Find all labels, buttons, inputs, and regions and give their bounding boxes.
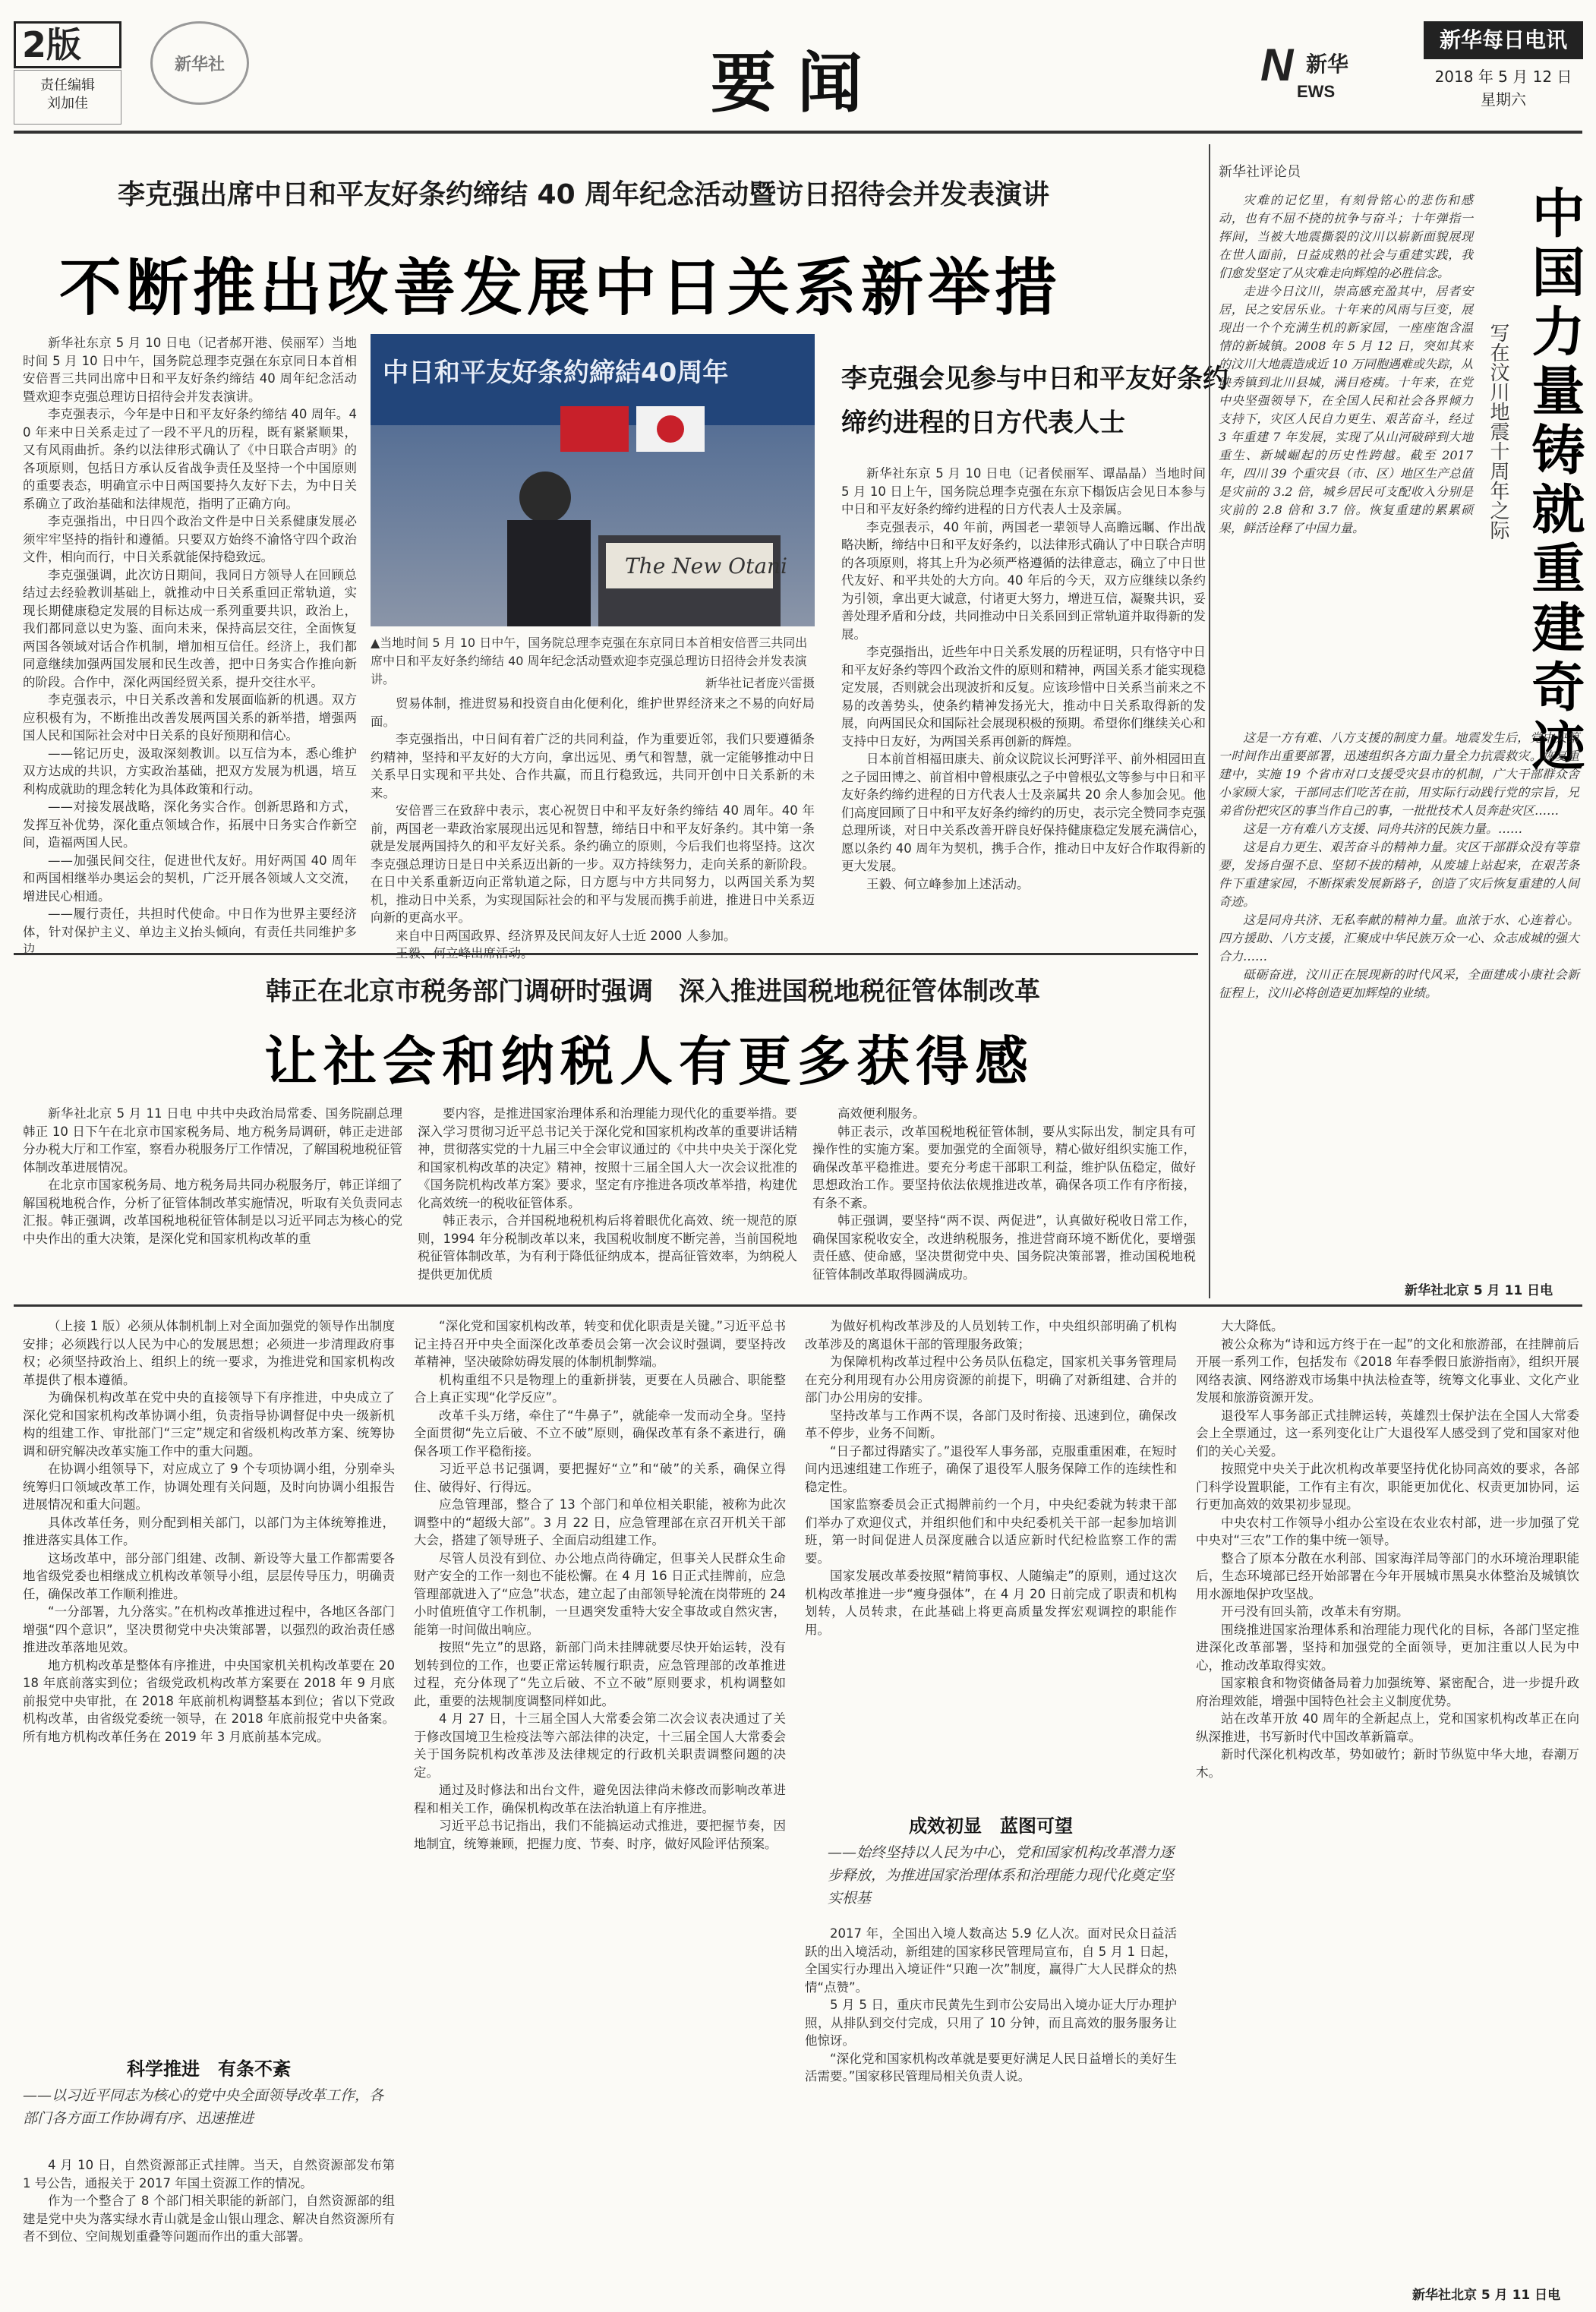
commentary-paragraph: 这是一方有难、八方支援的制度力量。地震发生后，党中央第一时间作出重要部署，迅速组织各方面力量全力抗震救灾。恢复重建中，实施 19 个省市对口支援受灾县市的机制，广大干部群众舍小家顾大家，干部同志们吃苦在前，用实际行动践行党的宗旨，兄弟省份把灾区的事当作自己的事，一批批技术人员奔赴灾区……	[1219, 730, 1579, 818]
lead-column-1	[23, 334, 357, 957]
continuation-paragraph: 这场改革中，部分部门组建、改制、新设等大量工作都需要各地省级党委也相继成立机构改革领导小组，层层传导压力，明确责任，确保改革工作顺利推进。	[23, 1550, 395, 1601]
commentary-paragraph: 这是自力更生、艰苦奋斗的精神力量。灾区干部群众没有等靠要，发扬自强不息、坚韧不拔的精神，从废墟上站起来，在艰苦条件下重建家园，不断探索发展新路子，创造了灾后恢复重建的人间奇迹。	[1219, 840, 1579, 909]
continuation-paragraph: 习近平总书记指出，我们不能搞运动式推进，要把握节奏，因地制宜，统筹兼顾，把握力度、节奏、时序，做好风险评估预案。	[414, 1818, 786, 1851]
lead-paragraph: 李克强表示，中日关系改善和发展面临新的机遇。双方应积极有为，不断推出改善发展两国关系的新举措，增强两国人民和国际社会对中日关系的良好预期和信心。	[23, 692, 357, 743]
commentary-subtitle: 写在汶川地震十周年之际	[1487, 323, 1509, 540]
continuation-column-3	[805, 1317, 1177, 1792]
side-paragraph: 李克强表示，40 年前，两国老一辈领导人高瞻远瞩、作出战略决断，缔结中日和平友好条约，以法律形式确认了中日联合声明的各项原则，将其上升为必须严格遵循的法律意志，确立了中日世代友好、和平共处的大方向。40 年后的今天，双方应继续以条约为引领，拿出更大诚意，付诸更大努力，增进互信，凝聚共识，妥善处理矛盾和分歧，共同推动中日关系回到正常轨道并取得新的发展。	[841, 519, 1206, 642]
continuation-paragraph: 通过及时修法和出台文件，避免因法律尚未修改而影响改革进程和相关工作，确保机构改革在法治轨道上有序推进。	[414, 1783, 786, 1815]
photo-caption: ▲当地时间 5 月 10 日中午，国务院总理李克强在东京同日本首相安倍晋三共同出席中日和平友好条约缔结 40 周年纪念活动暨欢迎李克强总理访日招待会并发表演讲。	[371, 636, 808, 686]
continuation-paragraph: 地方机构改革是整体有序推进，中央国家机关机构改革要在 2018 年底前落实到位；省级党政机构改革方案要在 2018 年 9 月底前报党中央审批，在 2018 年底前机构调整基本到位；省以下党政机构改革，由省级党委统一领导，在 2018 年底前报党中央备案。所有地方机构改革任务在 2019 年 3 月底前基本完成。	[23, 1658, 395, 1744]
photo-credit: 新华社记者庞兴雷摄	[705, 676, 815, 690]
xinhua-logo-text: 新华社	[174, 55, 225, 74]
continuation-paragraph: 被公众称为“诗和远方终于在一起”的文化和旅游部，在挂牌前后开展一系列工作，包括发布《2018 年春季假日旅游指南》，组织开展网络表演、网络游戏市场集中执法检查等，统筹文化事业、文化产业发展和旅游资源开发。	[1196, 1336, 1579, 1405]
page-number-box	[14, 21, 121, 68]
second-paragraph: 韩正表示，改革国税地税征管体制，要从实际出发，制定具有可操作性的实施方案。要加强党的全面领导，精心做好组织实施工作，确保改革平稳推进。要充分考虑干部职工利益，维护队伍稳定，做好思想政治工作。要坚持依法依规推进改革，确保各项工作有序衔接，有条不紊。	[812, 1124, 1196, 1210]
commentary-divider	[1209, 144, 1210, 1298]
masthead-rule	[14, 131, 1582, 134]
paper-date	[1424, 65, 1583, 111]
commentary-title: 中国力量铸就重建奇迹	[1523, 185, 1586, 778]
lead-paragraph: 王毅、何立峰出席活动。	[396, 946, 534, 960]
second-story-column-2	[418, 1105, 797, 1298]
continuation-paragraph: 4 月 10 日，自然资源部正式挂牌。当天，自然资源部发布第 1 号公告，通报关于 2017 年国土资源工作的情况。	[23, 2158, 395, 2191]
second-paragraph: 要内容，是推进国家治理体系和治理能力现代化的重要举措。要深入学习贯彻习近平总书记关于深化党和国家机构改革的重要讲话精神，贯彻落实党的十九届三中全会审议通过的《中共中央关于深化党和国家机构改革的决定》精神，按照十三届全国人大一次会议批准的《国务院机构改革方案》要求，坚定有序推进各项改革举措，构建优化高效统一的税收征管体系。	[418, 1106, 797, 1210]
continuation-paragraph: 应急管理部，整合了 13 个部门和单位相关职能，被称为此次调整中的“超级大部”。3 月 22 日，应急管理部在京召开机关干部大会，搭建了领导班子、全面启动组建工作。	[414, 1497, 786, 1547]
continuation-paragraph: 改革千头万绪，牵住了“牛鼻子”，就能牵一发而动全身。坚持全面贯彻“先立后破、不立不破”原则，确保改革有条不紊进行，确保各项工作平稳衔接。	[414, 1408, 786, 1459]
second-story-subtitle: 韩正在北京市税务部门调研时强调 深入推进国税地税征管体制改革	[266, 976, 1040, 1007]
lead-paragraph: ——履行责任，共担时代使命。中日作为世界主要经济体，针对保护主义、单边主义抬头倾向，有责任共同维护多边	[23, 907, 357, 957]
continuation-subline-1: ——以习近平同志为核心的党中央全面领导改革工作，各部门各方面工作协调有序、迅速推进	[23, 2087, 384, 2127]
continuation-paragraph: 国家粮食和物资储备局着力加强统筹、紧密配合，进一步提升政府治理效能，增强中国特色社会主义制度优势。	[1196, 1676, 1579, 1708]
lead-paragraph: 来自中日两国政界、经济界及民间友好人士近 2000 人参加。	[396, 928, 736, 943]
commentary-paragraph: 砥砺奋进，汶川正在展现新的时代风采，全面建成小康社会新征程上，汶川必将创造更加辉煌的业绩。	[1219, 967, 1579, 1000]
issue-weekday: 星期六	[1481, 90, 1526, 109]
continuation-paragraph: “日子都过得踏实了。”退役军人事务部，克服重重困难，在短时间内迅速组建工作班子，确保了退役军人服务保障工作的连续性和稳定性。	[805, 1443, 1177, 1494]
commentary-body-bottom	[1219, 729, 1579, 1276]
second-paragraph: 新华社北京 5 月 11 日电 中共中央政治局常委、国务院副总理韩正 10 日下午在北京市国家税务局、地方税务局调研，韩正走进部分办税大厅和工作室，察看办税服务厅工作情况，了解国税地税征管体制改革进展情况。	[23, 1106, 402, 1175]
lead-column-2	[371, 695, 815, 960]
continuation-paragraph: 坚持改革与工作两不误，各部门及时衔接、迅速到位，确保改革不停步，业务不间断。	[805, 1408, 1177, 1440]
lead-paragraph: 李克强强调，此次访日期间，我同日方领导人在回顾总结过去经验教训基础上，就推动中日关系重回正常轨道，实现长期健康稳定发展的目标达成一系列重要共识，政治上，我们都同意以史为鉴、面向未来，保持高层交往，全面恢复两国各领域对话合作机制，增加相互信任。经济上，我们都同意继续加强两国发展和民生改善，把中日务实合作推向新的阶段。合作中，深化两国经贸关系，提升交往水平。	[23, 567, 357, 689]
lead-paragraph: 李克强指出，中日四个政治文件是中日关系健康发展必须牢牢坚持的指针和遵循。只要双方始终不渝恪守四个政治文件，相向而行，中日关系就能保持稳致远。	[23, 514, 357, 564]
second-story-headline: 让社会和纳税人有更多获得感	[264, 1030, 1034, 1093]
continuation-paragraph: 具体改革任务，则分配到相关部门，以部门为主体统筹推进，推进落实具体工作。	[23, 1515, 395, 1547]
lead-subtitle: 李克强出席中日和平友好条约缔结 40 周年纪念活动暨访日招待会并发表演讲	[118, 179, 1050, 210]
lead-paragraph: 安倍晋三在致辞中表示，衷心祝贺日中和平友好条约缔结 40 周年。40 年前，两国老一辈政治家展现出远见和智慧，缔结日中和平友好条约。其中第一条就是发展两国持久的和平友好关系。条约确立的原则，今后我们也将坚持。这次李克强总理访日是日中关系迈出新的一步。双方持续努力，走向关系的新阶段。在日中关系重新迈向正常轨道之际，日方愿与中方共同努力，以两国关系为契机，推动日中关系，为实现国际社会的和平与发展而携手前进，推进日中关系迈向新的更高水平。	[371, 803, 815, 925]
continuation-rule	[14, 1304, 1582, 1307]
continuation-paragraph: “一分部署，九分落实。”在机构改革推进过程中，各地区各部门增强“四个意识”，坚决贯彻党中央决策部署，以强烈的政治责任感推进改革落地见效。	[23, 1604, 395, 1654]
editor-box	[14, 70, 121, 125]
photo-illustration	[371, 334, 815, 626]
continuation-paragraph: 为做好机构改革涉及的人员划转工作，中央组织部明确了机构改革涉及的离退休干部的管理服务政策；	[805, 1319, 1177, 1352]
news-logo	[1253, 27, 1405, 111]
lead-paragraph: 贸易体制，推进贸易和投资自由化便利化，维护世界经济来之不易的向好局面。	[371, 696, 815, 729]
editor-label: 责任编辑	[40, 77, 95, 93]
continuation-paragraph: 大大降低。	[1221, 1319, 1284, 1333]
second-story-column-3	[812, 1105, 1196, 1298]
continuation-paragraph: 4 月 27 日，十三届全国人大常委会第二次会议表决通过了关于修改国境卫生检疫法等六部法律的决定，十三届全国人大常委会关于国务院机构改革涉及法律规定的行政机关职责调整问题的决定。	[414, 1711, 786, 1780]
lead-paragraph: 李克强指出，中日间有着广泛的共同利益，作为重要近邻，我们只要遵循条约精神，坚持和平友好的大方向，拿出远见、勇气和智慧，就一定能够推动中日关系早日实现和平共处、合作共赢，而且行稳致远，共同开创中日关系新的未来。	[371, 732, 815, 800]
continuation-paragraph: 5 月 5 日，重庆市民黄先生到市公安局出入境办证大厅办理护照，从排队到交付完成，只用了 10 分钟，而且高效的服务服务让他惊讶。	[805, 1998, 1177, 2048]
continuation-paragraph: 习近平总书记强调，要把握好“立”和“破”的关系，确保立得住、破得好、行得远。	[414, 1462, 786, 1494]
second-story-rule	[14, 953, 1198, 955]
continuation-column-1	[23, 1317, 395, 2050]
side-paragraph: 王毅、何立峰参加上述活动。	[866, 876, 1030, 891]
paper-name: 新华每日电讯	[1424, 21, 1583, 59]
lead-headline: 不断推出改善发展中日关系新举措	[59, 252, 1062, 324]
commentary-label: 新华社评论员	[1219, 164, 1301, 180]
commentary-paragraph: 走进今日汶川，崇高感充盈其中，居者安居，民之安居乐业。十年来的风雨与巨变，展现出一个个充满生机的新家园，一座座饱含温情的新城镇。2008 年 5 月 12 日，突如其来的汶川大地震造成近 10 万同胞遇难或失踪，从映秀镇到北川县城，满目疮痍。十年来，在党中央坚强领导下，在全国人民和社会各界倾力支持下，灾区人民自力更生、艰苦奋斗，经过 3 年重建 7 年发展，实现了从山河破碎到大地重生、新城崛起的历史性跨越。截至 2017 年，四川 39 个重灾县（市、区）地区生产总值是灾前的 3.2 倍，城乡居民可支配收入分别是灾前的 2.8 倍和 3.7 倍。恢复重建的累累硕果，鲜活诠释了中国力量。	[1219, 284, 1473, 535]
continuation-signoff: 新华社北京 5 月 11 日电	[1412, 2288, 1561, 2303]
photo-hotel-sign: The New Otani	[625, 554, 788, 579]
continuation-paragraph: “深化党和国家机构改革，转变和优化职责是关键。”习近平总书记主持召开中央全面深化改革委员会第一次会议时强调，要坚持改革精神，坚决破除妨碍发展的体制机制弊端。	[414, 1319, 786, 1369]
second-story-column-1	[23, 1105, 402, 1298]
commentary-paragraph: 这是一方有难八方支援、同舟共济的民族力量。……	[1243, 822, 1523, 836]
continuation-paragraph: 国家发展改革委按照“精简事权、人随编走”的原则，通过这次机构改革推进一步“瘦身强体”，在 4 月 20 日前完成了职责和机构划转，人员转隶，在此基础上将更高质量发挥宏观调控的职能作用。	[805, 1569, 1177, 1637]
continuation-subhead-1: 科学推进 有条不紊	[127, 2058, 291, 2080]
lead-paragraph: ——铭记历史，汲取深刻教训。以互信为本，悉心维护双方达成的共识，方实政治基础，把双方发展为机遇，培互利构成就助的理念转化为具体政策和行动。	[23, 746, 357, 796]
continuation-paragraph: 为确保机构改革在党中央的直接领导下有序推进，中央成立了深化党和国家机构改革协调小组，负责指导协调督促中央一级新机构的组建工作、审批部门“三定”规定和省级机构改革方案、统筹协调和研究解决改革实施工作中的重大问题。	[23, 1390, 395, 1459]
continuation-subline-2: ——始终坚持以人民为中心，党和国家机构改革潜力逐步释放，为推进国家治理体系和治理能力现代化奠定坚实根基	[828, 1844, 1175, 1907]
continuation-paragraph: 退役军人事务部正式挂牌运转，英雄烈士保护法在全国人大常委会上全票通过，这一系列变化让广大退役军人感受到了党和国家对他们的关心关爱。	[1196, 1408, 1579, 1459]
continuation-paragraph: 开弓没有回头箭，改革未有穷期。	[1221, 1604, 1409, 1619]
continuation-paragraph: 国家监察委员会正式揭牌前约一个月，中央纪委就为转隶干部们举办了欢迎仪式，并组织他们和中央纪委机关干部一起参加培训班，第一时间促进人员深度融合以适应新时代纪检监察工作的需要。	[805, 1497, 1177, 1566]
xinhua-logo	[150, 21, 249, 105]
continuation-paragraph: 机构重组不只是物理上的重新拼装，更要在人员融合、职能整合上真正实现“化学反应”。	[414, 1372, 786, 1405]
continuation-column-2	[414, 1317, 786, 2304]
commentary-paragraph: 灾难的记忆里，有刻骨铭心的悲伤和感动，也有不屈不挠的抗争与奋斗；十年弹指一挥间，当被大地震撕裂的汶川以崭新面貌展现在世人面前，日益成熟的社会与重建实践，我们愈发坚定了从灾难走向辉煌的必胜信念。	[1219, 193, 1473, 280]
lead-paragraph: 李克强表示，今年是中日和平友好条约缔结 40 周年。40 年来中日关系走过了一段不平凡的历程，既有紧紧顺果，又有风雨曲折。条约以法律形式确认了《中日联合声明》的各项原则，包括日方承认反省战争责任及坚持一个中国原则的重要表态，明确宣示中日两国要持久友好下去，为中日关系确立了政治基础和法律规范，指明了正确方向。	[23, 407, 357, 511]
editor-name: 刘加佳	[47, 96, 88, 112]
news-photo	[371, 334, 815, 626]
side-paragraph: 李克强指出，近些年中日关系发展的历程证明，只有恪守中日和平友好条约等四个政治文件的原则和精神，两国关系才能实现稳定发展，否则就会出现波折和反复。应该珍惜中日关系当前来之不易的改善势头，使条约精神发扬光大，推动中日关系取得新的发展，向两国民众和国际社会展现积极的预期。希望你们继续关心和支持中日友好，为两国关系再创新的辉煌。	[841, 645, 1206, 749]
svg-text:N: N	[1260, 39, 1294, 90]
continuation-paragraph: 为保障机构改革过程中公务员队伍稳定，国家机关事务管理局在充分利用现有办公用房资源的前提下，明确了对新组建、合并的部门办公用房的安排。	[805, 1355, 1177, 1405]
side-paragraph: 日本前首相福田康夫、前众议院议长河野洋平、前外相园田直之子园田博之、前首相中曾根康弘之子中曾根弘文等参与中日和平友好条约缔约进程的日方代表人士及亲属共 20 余人参加会见。他们高度回顾了日中和平友好条约缔约的历史，表示完全赞同李克强总理所谈，对日中关系改善开辟良好保持健康稳定发展充满信心，愿以条约 40 周年为契机，携手合作，推动日中友好合作取得新的更大发展。	[841, 752, 1206, 873]
commentary-body-top	[1219, 191, 1473, 723]
commentary-signoff: 新华社北京 5 月 11 日电	[1405, 1283, 1553, 1298]
continuation-paragraph: “深化党和国家机构改革就是要更好满足人民日益增长的美好生活需要。”国家移民管理局相关负责人说。	[805, 2051, 1177, 2083]
news-logo-icon	[1253, 27, 1405, 111]
section-title: 要闻	[711, 45, 884, 121]
issue-date: 2018 年 5 月 12 日	[1434, 68, 1572, 86]
continuation-column-3-after	[805, 1925, 1177, 2304]
lead-paragraph: 新华社东京 5 月 10 日电（记者郝开港、侯丽军）当地时间 5 月 10 日中午，国务院总理李克强在东京同日本首相安倍晋三共同出席中日和平友好条约缔结 40 周年纪念活动暨欢迎李克强总理访日招待会并发表演讲。	[23, 336, 357, 404]
continuation-paragraph: 按照党中央关于此次机构改革要坚持优化协同高效的要求，各部门科学设置职能，工作有主有次，职能更加优化、权责更加协同，运行更加高效的效果初步显现。	[1196, 1462, 1579, 1512]
second-paragraph: 在北京市国家税务局、地方税务局共同办税服务厅，韩正详细了解国税地税合作，分析了征管体制改革实施情况，听取有关负责同志汇报。韩正强调，改革国税地税征管体制是以习近平同志为核心的党中央作出的重大决策，是深化党和国家机构改革的重	[23, 1178, 402, 1246]
svg-text:EWS: EWS	[1297, 82, 1336, 101]
second-paragraph: 韩正表示，合并国税地税机构后将着眼优化高效、统一规范的原则，1994 年分税制改革以来，我国税收制度不断完善，当前国税地税征管体制改革，为有利于降低征纳成本，提高征管效率，为纳税人提供更加优质	[418, 1213, 797, 1282]
side-story-body	[841, 465, 1206, 939]
continuation-column-1-after	[23, 2156, 395, 2304]
photo-banner-text: 中日和平友好条約締結40周年	[383, 358, 729, 388]
news-logo-text: 新华	[1306, 52, 1349, 77]
page-number: 2版	[22, 24, 82, 65]
continuation-paragraph: 中央农村工作领导小组办公室设在农业农村部，进一步加强了党中央对“三农”工作的集中统一领导。	[1196, 1515, 1579, 1547]
lead-paragraph: ——对接发展战略，深化务实合作。创新思路和方式，发挥互补优势，深化重点领域合作，拓展中日务实合作新空间，造福两国人民。	[23, 800, 357, 850]
commentary-paragraph: 这是同舟共济、无私奉献的精神力量。血浓于水、心连着心。四方援助、八方支援，汇聚成中华民族万众一心、众志成城的强大合力……	[1219, 913, 1579, 964]
continuation-paragraph: 2017 年，全国出入境人数高达 5.9 亿人次。面对民众日益活跃的出入境活动，新组建的国家移民管理局宣布，自 5 月 1 日起，全国实行办理出入境证件“只跑一次”制度，赢得广大人民群众的热情“点赞”。	[805, 1926, 1177, 1995]
side-story-headline: 李克强会见参与中日和平友好条约缔约进程的日方代表人士	[841, 364, 1229, 438]
second-paragraph: 高效便利服务。	[837, 1106, 926, 1121]
continuation-paragraph: 尽管人员没有到位、办公地点尚待确定，但事关人民群众生命财产安全的工作一刻也不能松懈。在 4 月 16 日正式挂牌前，应急管理部就进入了“应急”状态，建立起了由部领导轮流在岗带班的 24 小时值班值守工作机制，一旦遇突发重特大安全事故或自然灾害，能第一时间做出响应。	[414, 1550, 786, 1637]
second-paragraph: 韩正强调，要坚持“两不误、两促进”，认真做好税收日常工作，确保国家税收安全，改进纳税服务，推进营商环境不断优化，要增强责任感、使命感，坚决贯彻党中央、国务院决策部署，推动国税地税征管体制改革取得圆满成功。	[812, 1213, 1196, 1282]
continuation-paragraph: 在协调小组领导下，对应成立了 9 个专项协调小组，分别牵头统筹归口领域改革工作，协调处理有关问题，及时向协调小组报告进展情况和重大问题。	[23, 1462, 395, 1512]
continuation-paragraph: 作为一个整合了 8 个部门相关职能的新部门，自然资源部的组建是党中央为落实绿水青山就是金山银山理念、解决自然资源所有者不到位、空间规划重叠等问题而作出的重大部署。	[23, 2194, 395, 2244]
continuation-paragraph: （上接 1 版）必须从体制机制上对全面加强党的领导作出制度安排；必须践行以人民为中心的发展思想；必须进一步清理政府事权；必须坚持政治上、组织上的统一要求，为推进党和国家机构改革提供了根本遵循。	[23, 1319, 395, 1387]
continuation-paragraph: 站在改革开放 40 周年的全新起点上，党和国家机构改革正在向纵深推进，书写新时代中国改革新篇章。	[1196, 1711, 1579, 1744]
continuation-paragraph: 围绕推进国家治理体系和治理能力现代化的目标，各部门坚定推进深化改革部署，坚持和加强党的全面领导，更加注重以人民为中心，推动改革取得实效。	[1196, 1622, 1579, 1673]
continuation-paragraph: 新时代深化机构改革，势如破竹；新时节纵览中华大地，春潮万木。	[1196, 1747, 1579, 1780]
side-paragraph: 新华社东京 5 月 10 日电（记者侯丽军、谭晶晶）当地时间 5 月 10 日上午，国务院总理李克强在东京下榻饭店会见日本参与中日和平友好条约缔约进程的日方代表人士及亲属。	[841, 466, 1206, 516]
continuation-column-4	[1196, 1317, 1579, 2278]
lead-paragraph: ——加强民间交往，促进世代友好。用好两国 40 周年和两国相继举办奥运会的契机，广泛开展各领域人文交流，增进民心相通。	[23, 853, 357, 904]
continuation-subhead-2: 成效初显 蓝图可望	[909, 1815, 1073, 1837]
continuation-paragraph: 按照“先立”的思路，新部门尚未挂牌就要尽快开始运转，没有划转到位的工作，也要正常运转履行职责，应急管理部的改革推进过程，充分体现了“先立后破、不立不破”原则要求，机构调整如此，重要的法规制度调整同样如此。	[414, 1640, 786, 1708]
continuation-paragraph: 整合了原本分散在水利部、国家海洋局等部门的水环境治理职能后，生态环境部已经开始部署在今年开展城市黑臭水体整治及城镇饮用水源地保护攻坚战。	[1196, 1550, 1579, 1601]
